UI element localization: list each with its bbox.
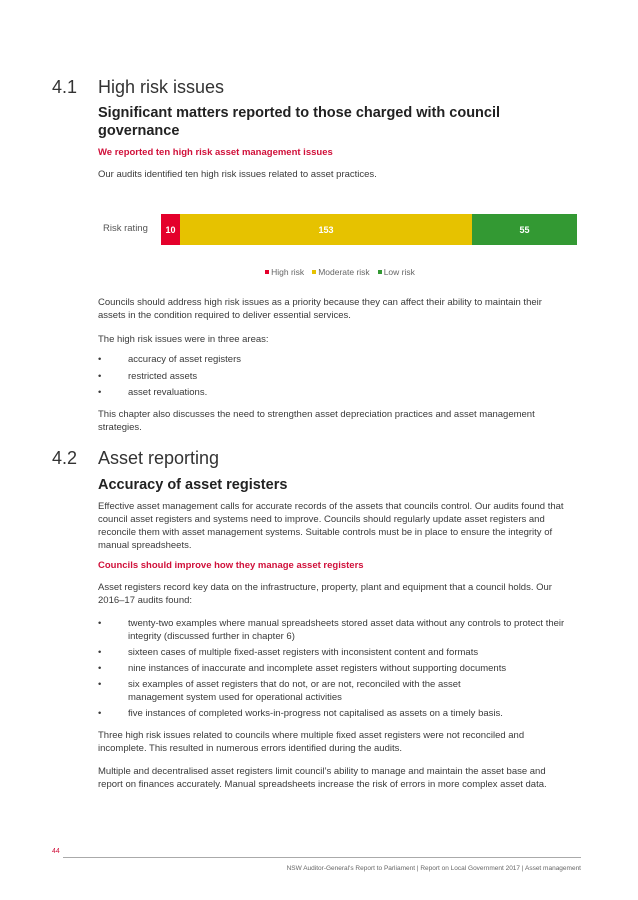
intro-paragraph: Our audits identified ten high risk issues related to asset practices. — [98, 169, 377, 180]
decentralised-registers-paragraph: Multiple and decentralised asset registers limit council’s ability to manage and maintain the asset base and report on finances accurately. Manual spreadsheets increase the risk of errors in more complex asset data. — [98, 766, 547, 790]
stacked-bar — [161, 214, 577, 245]
red-subheading: We reported ten high risk asset management issues — [98, 147, 333, 158]
bar-value-label: 10 — [165, 224, 176, 235]
section-title: Asset reporting — [98, 448, 220, 468]
section-title: High risk issues — [98, 77, 225, 97]
three-areas-intro: The high risk issues were in three areas: — [98, 334, 269, 345]
asset-registers-paragraph: Effective asset management calls for accurate records of the assets that councils control. Our audits found that council asset registers and systems need to improve. Councils should regularly update asset registers and reconcile them with asset management systems. Suitable controls must be in place to ensure the integrity of manual spreadsheets. — [98, 501, 564, 551]
footer-text: NSW Auditor-General's Report to Parliament | Report on Local Government 2017 | Asset management — [286, 865, 581, 872]
page-number: 44 — [52, 848, 60, 855]
footer-rule — [63, 857, 581, 858]
legend-item-high: High risk — [265, 267, 304, 277]
bar-segment-moderate-risk — [180, 214, 472, 245]
section-number: 4.2 — [52, 448, 78, 468]
paragraph-after-chart: Councils should address high risk issues as a priority because they can affect their ability to maintain their assets in the condition required to deliver essential services. — [98, 297, 542, 321]
list-item: • twenty-two examples where manual spreadsheets stored asset data without any controls to protect their integrity (discussed further in chapter 6) — [98, 618, 565, 642]
bar-value-label: 55 — [519, 224, 530, 235]
red-subheading: Councils should improve how they manage asset registers — [98, 560, 364, 571]
chart-row-label: Risk rating — [103, 223, 148, 234]
audits-found-paragraph: Asset registers record key data on the infrastructure, property, plant and equipment that a council holds. Our 2016–17 audits found: — [98, 582, 552, 606]
chapter-note: This chapter also discusses the need to strengthen asset depreciation practices and asset management strategies. — [98, 409, 535, 433]
section-heading: Significant matters reported to those charged with council governance — [98, 105, 501, 139]
chart-legend — [100, 267, 580, 277]
bar-value-label: 153 — [318, 224, 334, 235]
bar-segment-low-risk — [472, 214, 577, 245]
legend-item-low: Low risk — [378, 267, 415, 277]
legend-item-moderate: Moderate risk — [312, 267, 370, 277]
section-heading: Accuracy of asset registers — [98, 477, 288, 493]
reconciliation-paragraph: Three high risk issues related to councils where multiple fixed asset registers were not reconciled and incomplete. This resulted in numerous errors identified during the audits. — [98, 730, 525, 754]
bar-segment-high-risk — [161, 214, 180, 245]
section-number: 4.1 — [52, 77, 78, 97]
risk-rating-chart — [100, 213, 580, 288]
